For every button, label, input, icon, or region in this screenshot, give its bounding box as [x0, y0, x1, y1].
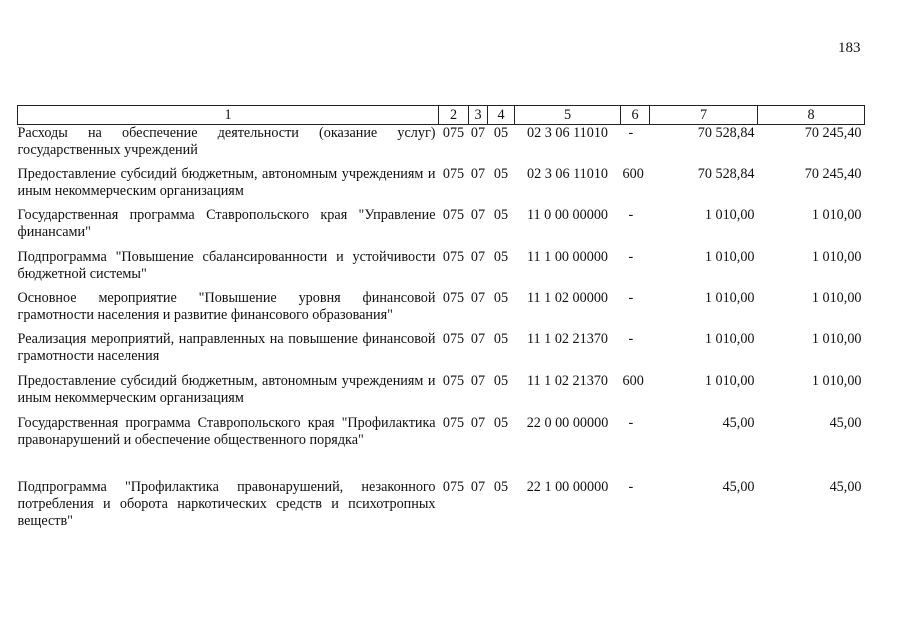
table-row: [18, 479, 865, 539]
row-section: 07: [470, 373, 486, 389]
row-section: 07: [470, 125, 486, 141]
row-sum-1: 45,00: [722, 479, 755, 495]
row-sum-1: 70 528,84: [697, 125, 755, 141]
row-section: 07: [470, 331, 486, 347]
row-target: 02 3 06 11010: [526, 125, 609, 141]
row-target: 11 1 02 00000: [526, 290, 609, 306]
row-subsection: 05: [493, 249, 509, 265]
row-target: 11 0 00 00000: [526, 207, 609, 223]
row-sum-2: 1 010,00: [811, 331, 862, 347]
row-ministry: 075: [442, 166, 465, 182]
row-sum-2: 45,00: [829, 479, 862, 495]
row-kvr: -: [628, 249, 634, 265]
row-section: 07: [470, 479, 486, 495]
table-row: [18, 415, 865, 479]
row-sum-1: 1 010,00: [704, 331, 755, 347]
row-sum-1: 45,00: [722, 415, 755, 431]
row-subsection: 05: [493, 125, 509, 141]
row-sum-1: 70 528,84: [697, 166, 755, 182]
row-sum-1: 1 010,00: [704, 249, 755, 265]
row-subsection: 05: [493, 373, 509, 389]
row-target: 22 0 00 00000: [526, 415, 609, 431]
row-section: 07: [470, 415, 486, 431]
row-ministry: 075: [442, 125, 465, 141]
row-subsection: 05: [493, 166, 509, 182]
row-ministry: 075: [442, 249, 465, 265]
row-section: 07: [470, 290, 486, 306]
row-ministry: 075: [442, 415, 465, 431]
table-row: [18, 373, 865, 415]
row-kvr: -: [628, 415, 634, 431]
row-sum-1: 1 010,00: [704, 207, 755, 223]
row-kvr: -: [628, 479, 634, 495]
row-sum-2: 1 010,00: [811, 249, 862, 265]
header-col-4: 4: [488, 106, 515, 125]
table-row: [18, 125, 865, 167]
row-target: 11 1 00 00000: [526, 249, 609, 265]
row-name: Подпрограмма "Повышение сбалансированности и устойчивости бюджетной системы": [17, 249, 436, 282]
row-sum-2: 70 245,40: [804, 166, 862, 182]
row-subsection: 05: [493, 207, 509, 223]
row-sum-1: 1 010,00: [704, 373, 755, 389]
row-name: Предоставление субсидий бюджетным, автономным учреждениям и иным некоммерческим организациям: [17, 373, 436, 406]
header-col-2: 2: [439, 106, 469, 125]
row-section: 07: [470, 249, 486, 265]
row-section: 07: [470, 166, 486, 182]
row-subsection: 05: [493, 415, 509, 431]
row-sum-2: 1 010,00: [811, 290, 862, 306]
row-kvr: -: [628, 331, 634, 347]
row-ministry: 075: [442, 331, 465, 347]
row-name: Расходы на обеспечение деятельности (оказание услуг) государственных учреждений: [17, 125, 436, 158]
row-name: Государственная программа Ставропольского края "Управление финансами": [17, 207, 436, 240]
row-kvr: -: [628, 207, 634, 223]
header-col-6: 6: [621, 106, 650, 125]
row-name: Подпрограмма "Профилактика правонарушений, незаконного потребления и оборота наркотических средств и психотропных веществ": [17, 479, 436, 529]
row-name: Государственная программа Ставропольского края "Профилактика правонарушений и обеспечение общественного порядка": [17, 415, 436, 448]
row-kvr: 600: [622, 166, 644, 182]
header-col-1: 1: [18, 106, 439, 125]
table-row: [18, 207, 865, 249]
row-subsection: 05: [493, 331, 509, 347]
table-row: [18, 249, 865, 290]
row-name: Реализация мероприятий, направленных на повышение финансовой грамотности населения: [17, 331, 436, 364]
row-section: 07: [470, 207, 486, 223]
row-sum-1: 1 010,00: [704, 290, 755, 306]
row-kvr: -: [628, 290, 634, 306]
row-name: Основное мероприятие "Повышение уровня финансовой грамотности населения и развитие финансового образования": [17, 290, 436, 323]
table-row: [18, 290, 865, 331]
row-name: Предоставление субсидий бюджетным, автономным учреждениям и иным некоммерческим организациям: [17, 166, 436, 199]
row-ministry: 075: [442, 207, 465, 223]
budget-table: [17, 105, 865, 539]
header-col-5: 5: [515, 106, 621, 125]
row-sum-2: 45,00: [829, 415, 862, 431]
row-ministry: 075: [442, 479, 465, 495]
table-header-row: [18, 106, 865, 125]
header-col-3: 3: [469, 106, 488, 125]
row-ministry: 075: [442, 290, 465, 306]
row-subsection: 05: [493, 290, 509, 306]
row-sum-2: 1 010,00: [811, 207, 862, 223]
row-subsection: 05: [493, 479, 509, 495]
header-col-7: 7: [650, 106, 758, 125]
table-row: [18, 331, 865, 373]
row-target: 11 1 02 21370: [526, 331, 609, 347]
row-ministry: 075: [442, 373, 465, 389]
row-target: 11 1 02 21370: [526, 373, 609, 389]
table-row: [18, 166, 865, 207]
row-target: 02 3 06 11010: [526, 166, 609, 182]
row-sum-2: 70 245,40: [804, 125, 862, 141]
row-sum-2: 1 010,00: [811, 373, 862, 389]
header-col-8: 8: [758, 106, 865, 125]
row-kvr: 600: [622, 373, 644, 389]
page-number: 183: [838, 40, 861, 56]
row-kvr: -: [628, 125, 634, 141]
row-target: 22 1 00 00000: [526, 479, 609, 495]
